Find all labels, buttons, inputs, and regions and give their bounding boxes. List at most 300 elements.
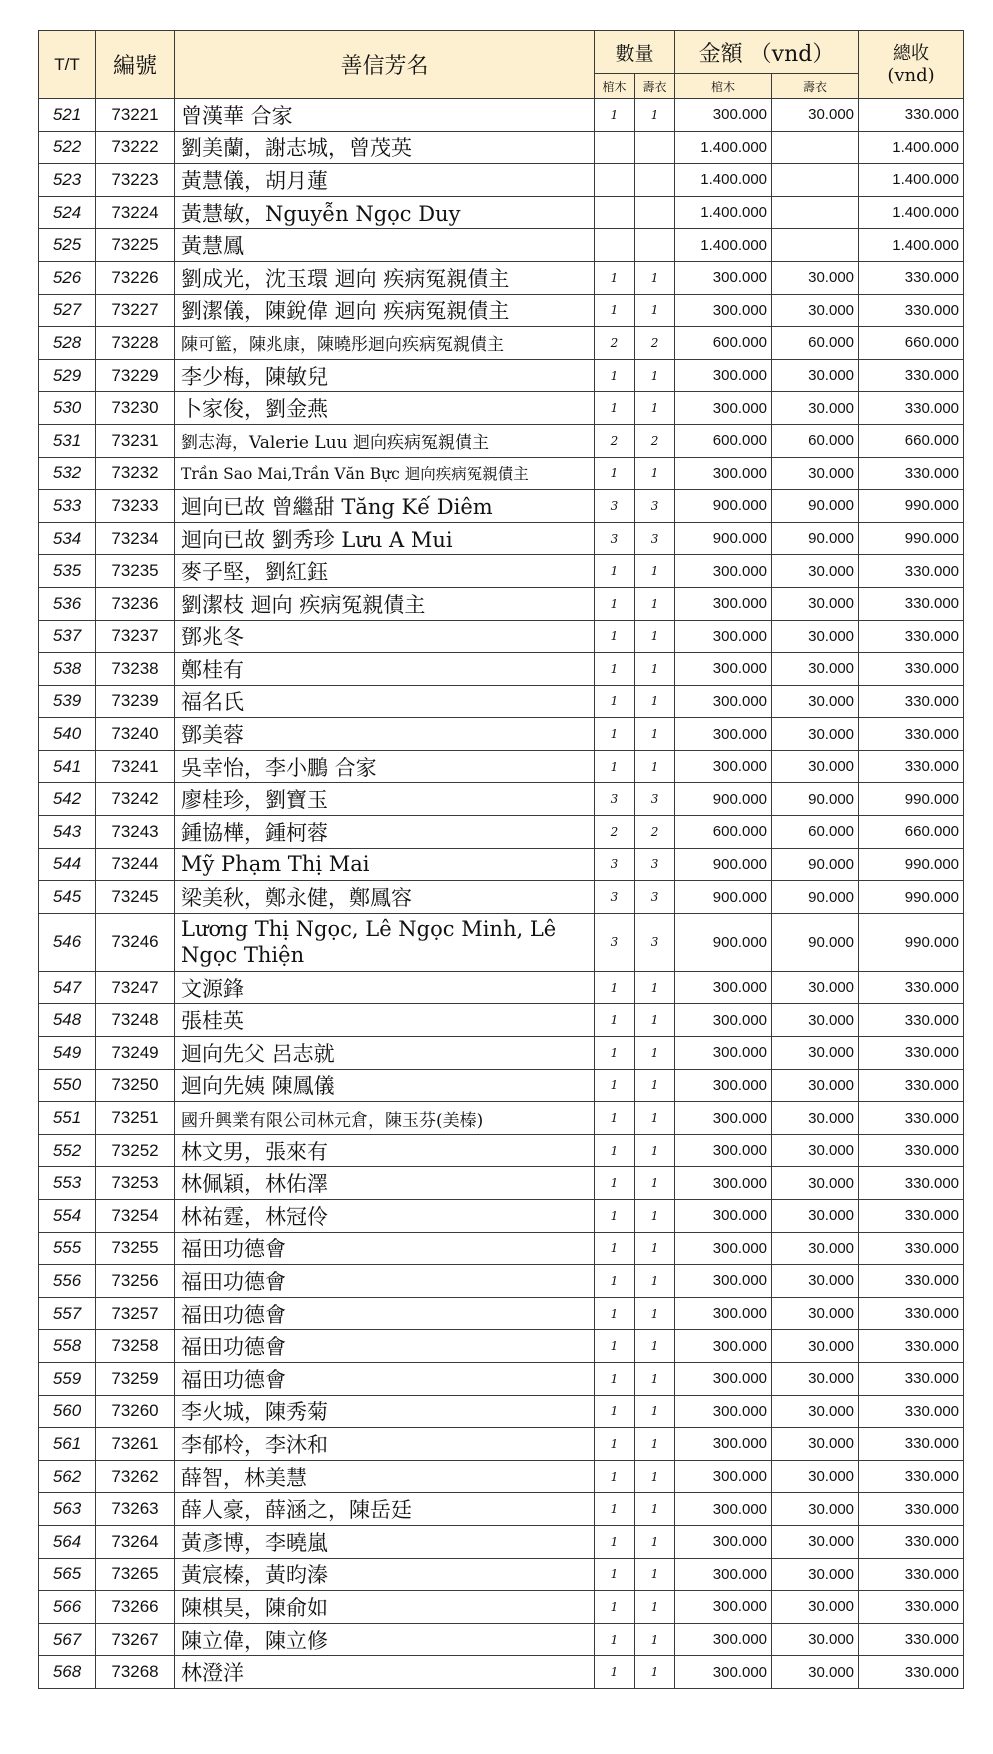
amount-shroud: 30.000 <box>772 718 859 751</box>
amount-shroud: 60.000 <box>772 327 859 360</box>
row-number: 535 <box>39 555 96 588</box>
qty-coffin <box>595 196 635 229</box>
table-row <box>39 522 964 555</box>
donation-code: 73239 <box>96 685 175 718</box>
table-row <box>39 685 964 718</box>
donor-name: 黃慧儀，胡月蓮 <box>175 164 595 197</box>
qty-shroud: 1 <box>635 1004 675 1037</box>
table-row <box>39 131 964 164</box>
subheader-amount-shroud: 壽衣 <box>772 74 859 99</box>
row-number: 562 <box>39 1460 96 1493</box>
amount-total: 330.000 <box>859 1167 964 1200</box>
row-number: 533 <box>39 490 96 523</box>
qty-coffin: 1 <box>595 1623 635 1656</box>
donor-name: 吳幸怡，李小鵬 合家 <box>175 750 595 783</box>
qty-shroud: 2 <box>635 327 675 360</box>
donation-code: 73260 <box>96 1395 175 1428</box>
amount-shroud: 30.000 <box>772 1297 859 1330</box>
qty-coffin: 1 <box>595 1656 635 1689</box>
amount-total: 990.000 <box>859 490 964 523</box>
row-number: 563 <box>39 1493 96 1526</box>
donation-code: 73249 <box>96 1037 175 1070</box>
donor-name: 陳棋昊，陳俞如 <box>175 1591 595 1624</box>
donor-name: 卜家俊，劉金燕 <box>175 392 595 425</box>
amount-coffin: 300.000 <box>675 1200 772 1233</box>
amount-coffin: 300.000 <box>675 1428 772 1461</box>
qty-shroud: 3 <box>635 881 675 914</box>
donation-code: 73235 <box>96 555 175 588</box>
donation-code: 73242 <box>96 783 175 816</box>
donor-name: 李郁柃，李沐和 <box>175 1428 595 1461</box>
qty-shroud: 1 <box>635 555 675 588</box>
amount-coffin: 900.000 <box>675 783 772 816</box>
qty-coffin: 3 <box>595 848 635 881</box>
donor-name: 劉潔枝 迴向 疾病冤親債主 <box>175 587 595 620</box>
amount-shroud: 30.000 <box>772 685 859 718</box>
row-number: 546 <box>39 913 96 971</box>
qty-shroud <box>635 229 675 262</box>
donation-code: 73257 <box>96 1297 175 1330</box>
amount-total: 330.000 <box>859 1525 964 1558</box>
amount-total: 660.000 <box>859 424 964 457</box>
amount-coffin: 300.000 <box>675 261 772 294</box>
amount-total: 330.000 <box>859 1297 964 1330</box>
qty-coffin: 1 <box>595 1232 635 1265</box>
amount-coffin: 300.000 <box>675 1558 772 1591</box>
qty-coffin: 1 <box>595 1004 635 1037</box>
table-row <box>39 1460 964 1493</box>
amount-coffin: 300.000 <box>675 1102 772 1135</box>
donation-table <box>38 30 964 1689</box>
amount-total: 330.000 <box>859 1102 964 1135</box>
qty-shroud: 3 <box>635 490 675 523</box>
qty-coffin: 2 <box>595 424 635 457</box>
amount-shroud: 30.000 <box>772 1037 859 1070</box>
amount-shroud: 90.000 <box>772 848 859 881</box>
donation-code: 73223 <box>96 164 175 197</box>
row-number: 537 <box>39 620 96 653</box>
amount-shroud: 60.000 <box>772 424 859 457</box>
qty-shroud <box>635 131 675 164</box>
donor-name: 黃彥博，李曉嵐 <box>175 1525 595 1558</box>
donation-code: 73263 <box>96 1493 175 1526</box>
amount-shroud: 30.000 <box>772 1591 859 1624</box>
table-row <box>39 750 964 783</box>
donation-code: 73224 <box>96 196 175 229</box>
amount-coffin: 300.000 <box>675 1232 772 1265</box>
donor-name: 林祐霆，林冠伶 <box>175 1200 595 1233</box>
donation-code: 73244 <box>96 848 175 881</box>
amount-total: 330.000 <box>859 457 964 490</box>
amount-total: 330.000 <box>859 750 964 783</box>
donor-name: 陳立偉，陳立修 <box>175 1623 595 1656</box>
qty-coffin <box>595 131 635 164</box>
amount-shroud: 60.000 <box>772 816 859 849</box>
row-number: 557 <box>39 1297 96 1330</box>
donor-name: 文源鋒 <box>175 971 595 1004</box>
table-row <box>39 1362 964 1395</box>
table-row <box>39 913 964 971</box>
qty-coffin: 1 <box>595 587 635 620</box>
donor-name: 福田功德會 <box>175 1330 595 1363</box>
qty-coffin: 1 <box>595 653 635 686</box>
qty-coffin: 1 <box>595 620 635 653</box>
qty-coffin: 1 <box>595 1493 635 1526</box>
table-row <box>39 457 964 490</box>
amount-shroud: 30.000 <box>772 1525 859 1558</box>
donor-name: 劉成光，沈玉環 迴向 疾病冤親債主 <box>175 261 595 294</box>
amount-shroud: 30.000 <box>772 1362 859 1395</box>
qty-shroud: 1 <box>635 1493 675 1526</box>
row-number: 558 <box>39 1330 96 1363</box>
amount-coffin: 600.000 <box>675 816 772 849</box>
donation-code: 73248 <box>96 1004 175 1037</box>
amount-coffin: 300.000 <box>675 1004 772 1037</box>
row-number: 521 <box>39 99 96 132</box>
amount-total: 330.000 <box>859 1069 964 1102</box>
qty-shroud: 3 <box>635 848 675 881</box>
amount-shroud: 30.000 <box>772 1558 859 1591</box>
qty-coffin: 1 <box>595 1591 635 1624</box>
donor-name: 劉潔儀，陳銳偉 迴向 疾病冤親債主 <box>175 294 595 327</box>
amount-shroud: 30.000 <box>772 1069 859 1102</box>
donation-code: 73255 <box>96 1232 175 1265</box>
amount-shroud: 30.000 <box>772 750 859 783</box>
qty-shroud: 1 <box>635 294 675 327</box>
donor-name: 薛智，林美慧 <box>175 1460 595 1493</box>
donor-name: 黃慧敏，Nguyễn Ngọc Duy <box>175 196 595 229</box>
donation-code: 73237 <box>96 620 175 653</box>
donation-code: 73246 <box>96 913 175 971</box>
donation-code: 73240 <box>96 718 175 751</box>
donor-name: 鄭桂有 <box>175 653 595 686</box>
amount-total: 330.000 <box>859 1037 964 1070</box>
row-number: 549 <box>39 1037 96 1070</box>
amount-shroud: 30.000 <box>772 1428 859 1461</box>
table-row <box>39 1591 964 1624</box>
amount-shroud: 30.000 <box>772 1004 859 1037</box>
row-number: 556 <box>39 1265 96 1298</box>
amount-total: 330.000 <box>859 620 964 653</box>
amount-shroud: 30.000 <box>772 1200 859 1233</box>
amount-coffin: 300.000 <box>675 620 772 653</box>
donation-code: 73266 <box>96 1591 175 1624</box>
amount-total: 330.000 <box>859 1395 964 1428</box>
amount-shroud: 30.000 <box>772 620 859 653</box>
qty-shroud: 1 <box>635 392 675 425</box>
donation-sheet <box>38 30 963 1689</box>
donor-name: 薛人豪，薛涵之，陳岳廷 <box>175 1493 595 1526</box>
table-row <box>39 1004 964 1037</box>
table-body <box>39 99 964 1689</box>
donor-name: 福田功德會 <box>175 1362 595 1395</box>
qty-shroud: 1 <box>635 457 675 490</box>
table-row <box>39 1102 964 1135</box>
amount-total: 330.000 <box>859 587 964 620</box>
header-amount: 金額 （vnd） <box>675 31 859 74</box>
donation-code: 73227 <box>96 294 175 327</box>
header-total-label: 總收 <box>893 42 930 64</box>
row-number: 527 <box>39 294 96 327</box>
amount-total: 330.000 <box>859 359 964 392</box>
amount-coffin: 300.000 <box>675 1362 772 1395</box>
table-row <box>39 848 964 881</box>
donation-code: 73234 <box>96 522 175 555</box>
qty-shroud: 1 <box>635 1102 675 1135</box>
amount-coffin: 300.000 <box>675 685 772 718</box>
donation-code: 73252 <box>96 1134 175 1167</box>
table-row <box>39 294 964 327</box>
amount-coffin: 300.000 <box>675 1525 772 1558</box>
donor-name: 國升興業有限公司林元倉，陳玉芬(美榛) <box>175 1102 595 1135</box>
donation-code: 73236 <box>96 587 175 620</box>
table-row <box>39 971 964 1004</box>
qty-shroud: 1 <box>635 1558 675 1591</box>
header-total-unit: (vnd) <box>887 64 935 86</box>
donation-code: 73264 <box>96 1525 175 1558</box>
qty-shroud: 1 <box>635 1134 675 1167</box>
amount-total: 330.000 <box>859 261 964 294</box>
amount-shroud: 30.000 <box>772 1493 859 1526</box>
donor-name: 麥子堅，劉紅鈺 <box>175 555 595 588</box>
donor-name: 廖桂珍，劉寶玉 <box>175 783 595 816</box>
qty-shroud: 1 <box>635 1265 675 1298</box>
qty-coffin: 1 <box>595 1362 635 1395</box>
amount-shroud: 30.000 <box>772 294 859 327</box>
row-number: 552 <box>39 1134 96 1167</box>
table-row <box>39 229 964 262</box>
amount-total: 660.000 <box>859 327 964 360</box>
row-number: 529 <box>39 359 96 392</box>
row-number: 548 <box>39 1004 96 1037</box>
donation-code: 73253 <box>96 1167 175 1200</box>
donor-name: 劉美蘭，謝志城，曾茂英 <box>175 131 595 164</box>
donation-code: 73243 <box>96 816 175 849</box>
qty-coffin: 1 <box>595 261 635 294</box>
donation-code: 73251 <box>96 1102 175 1135</box>
qty-coffin <box>595 229 635 262</box>
donor-name: 黃慧鳳 <box>175 229 595 262</box>
donor-name: 福田功德會 <box>175 1297 595 1330</box>
amount-coffin: 300.000 <box>675 653 772 686</box>
subheader-qty-shroud: 壽衣 <box>635 74 675 99</box>
donation-code: 73241 <box>96 750 175 783</box>
donation-code: 73262 <box>96 1460 175 1493</box>
amount-coffin: 900.000 <box>675 490 772 523</box>
amount-shroud: 30.000 <box>772 555 859 588</box>
qty-shroud: 1 <box>635 750 675 783</box>
table-row <box>39 1200 964 1233</box>
table-row <box>39 718 964 751</box>
amount-shroud: 30.000 <box>772 1330 859 1363</box>
donation-code: 73265 <box>96 1558 175 1591</box>
amount-coffin: 1.400.000 <box>675 164 772 197</box>
donor-name: 陳可籃，陳兆康，陳曉彤迴向疾病冤親債主 <box>175 327 595 360</box>
qty-shroud: 1 <box>635 1200 675 1233</box>
qty-coffin: 3 <box>595 490 635 523</box>
donor-name: 迴向先姨 陳鳳儀 <box>175 1069 595 1102</box>
donation-code: 73238 <box>96 653 175 686</box>
qty-shroud: 1 <box>635 99 675 132</box>
amount-total: 330.000 <box>859 1265 964 1298</box>
donation-code: 73222 <box>96 131 175 164</box>
donor-name: 迴向已故 曾繼甜 Tăng Kế Diêm <box>175 490 595 523</box>
qty-coffin <box>595 164 635 197</box>
qty-shroud: 1 <box>635 653 675 686</box>
amount-shroud: 30.000 <box>772 261 859 294</box>
qty-shroud: 3 <box>635 783 675 816</box>
table-row <box>39 1656 964 1689</box>
row-number: 528 <box>39 327 96 360</box>
donor-name: 張桂英 <box>175 1004 595 1037</box>
donor-name: 福田功德會 <box>175 1265 595 1298</box>
amount-coffin: 300.000 <box>675 99 772 132</box>
table-row <box>39 1623 964 1656</box>
row-number: 566 <box>39 1591 96 1624</box>
qty-coffin: 3 <box>595 881 635 914</box>
donor-name: 李少梅，陳敏兒 <box>175 359 595 392</box>
amount-shroud: 30.000 <box>772 587 859 620</box>
amount-coffin: 900.000 <box>675 848 772 881</box>
donor-name: 迴向已故 劉秀珍 Lưu A Mui <box>175 522 595 555</box>
amount-shroud: 30.000 <box>772 1460 859 1493</box>
row-number: 532 <box>39 457 96 490</box>
amount-total: 330.000 <box>859 1460 964 1493</box>
donor-name: Trần Sao Mai,Trần Văn Bực 迴向疾病冤親債主 <box>175 457 595 490</box>
amount-total: 330.000 <box>859 294 964 327</box>
amount-coffin: 600.000 <box>675 327 772 360</box>
amount-coffin: 300.000 <box>675 1460 772 1493</box>
donor-name: 福田功德會 <box>175 1232 595 1265</box>
amount-coffin: 600.000 <box>675 424 772 457</box>
table-row <box>39 359 964 392</box>
donor-name: 鄧美蓉 <box>175 718 595 751</box>
row-number: 530 <box>39 392 96 425</box>
qty-coffin: 1 <box>595 1297 635 1330</box>
amount-total: 990.000 <box>859 913 964 971</box>
subheader-qty-coffin: 棺木 <box>595 74 635 99</box>
qty-shroud: 1 <box>635 359 675 392</box>
row-number: 539 <box>39 685 96 718</box>
amount-shroud: 30.000 <box>772 99 859 132</box>
donor-name: 劉志海，Valerie Luu 迴向疾病冤親債主 <box>175 424 595 457</box>
amount-total: 1.400.000 <box>859 196 964 229</box>
donation-code: 73261 <box>96 1428 175 1461</box>
amount-total: 330.000 <box>859 1428 964 1461</box>
header-qty: 數量 <box>595 31 675 74</box>
qty-shroud: 1 <box>635 685 675 718</box>
table-row <box>39 99 964 132</box>
row-number: 522 <box>39 131 96 164</box>
donation-code: 73245 <box>96 881 175 914</box>
qty-coffin: 1 <box>595 1428 635 1461</box>
qty-shroud: 1 <box>635 1395 675 1428</box>
row-number: 540 <box>39 718 96 751</box>
table-row <box>39 424 964 457</box>
qty-coffin: 1 <box>595 1167 635 1200</box>
row-number: 565 <box>39 1558 96 1591</box>
amount-coffin: 300.000 <box>675 1265 772 1298</box>
amount-shroud <box>772 229 859 262</box>
table-row <box>39 327 964 360</box>
qty-coffin: 1 <box>595 359 635 392</box>
row-number: 568 <box>39 1656 96 1689</box>
table-row <box>39 196 964 229</box>
amount-total: 330.000 <box>859 1134 964 1167</box>
amount-total: 330.000 <box>859 685 964 718</box>
row-number: 543 <box>39 816 96 849</box>
amount-total: 330.000 <box>859 1004 964 1037</box>
table-row <box>39 1428 964 1461</box>
donor-name: 鍾協樺，鍾柯蓉 <box>175 816 595 849</box>
amount-total: 330.000 <box>859 1362 964 1395</box>
table-row <box>39 1134 964 1167</box>
donor-name: 李火城，陳秀菊 <box>175 1395 595 1428</box>
table-row <box>39 1493 964 1526</box>
subheader-amount-coffin: 棺木 <box>675 74 772 99</box>
amount-shroud: 30.000 <box>772 1395 859 1428</box>
table-row <box>39 1330 964 1363</box>
amount-total: 330.000 <box>859 1591 964 1624</box>
amount-shroud <box>772 164 859 197</box>
header-code: 編號 <box>96 31 175 99</box>
donation-code: 73267 <box>96 1623 175 1656</box>
amount-coffin: 300.000 <box>675 1493 772 1526</box>
amount-coffin: 300.000 <box>675 555 772 588</box>
qty-coffin: 1 <box>595 685 635 718</box>
row-number: 531 <box>39 424 96 457</box>
qty-shroud <box>635 164 675 197</box>
donor-name: 黃宸榛，黃昀溱 <box>175 1558 595 1591</box>
qty-shroud: 1 <box>635 1232 675 1265</box>
donor-name: 林佩穎，林佑澤 <box>175 1167 595 1200</box>
donation-code: 73259 <box>96 1362 175 1395</box>
qty-shroud: 1 <box>635 1167 675 1200</box>
amount-shroud: 30.000 <box>772 1623 859 1656</box>
amount-coffin: 300.000 <box>675 1395 772 1428</box>
qty-coffin: 1 <box>595 1330 635 1363</box>
qty-shroud: 1 <box>635 1037 675 1070</box>
qty-shroud: 1 <box>635 1591 675 1624</box>
amount-shroud: 30.000 <box>772 1265 859 1298</box>
qty-shroud: 1 <box>635 1297 675 1330</box>
donation-code: 73250 <box>96 1069 175 1102</box>
table-row <box>39 1232 964 1265</box>
amount-shroud <box>772 131 859 164</box>
row-number: 534 <box>39 522 96 555</box>
donation-code: 73228 <box>96 327 175 360</box>
qty-shroud: 1 <box>635 1362 675 1395</box>
qty-shroud <box>635 196 675 229</box>
table-row <box>39 490 964 523</box>
donation-code: 73230 <box>96 392 175 425</box>
amount-total: 990.000 <box>859 522 964 555</box>
qty-coffin: 1 <box>595 718 635 751</box>
amount-coffin: 300.000 <box>675 392 772 425</box>
amount-total: 330.000 <box>859 392 964 425</box>
amount-coffin: 1.400.000 <box>675 229 772 262</box>
qty-coffin: 2 <box>595 816 635 849</box>
qty-coffin: 3 <box>595 783 635 816</box>
row-number: 564 <box>39 1525 96 1558</box>
donation-code: 73225 <box>96 229 175 262</box>
amount-total: 330.000 <box>859 1656 964 1689</box>
amount-coffin: 300.000 <box>675 359 772 392</box>
amount-coffin: 300.000 <box>675 1591 772 1624</box>
qty-shroud: 1 <box>635 1525 675 1558</box>
row-number: 547 <box>39 971 96 1004</box>
row-number: 551 <box>39 1102 96 1135</box>
